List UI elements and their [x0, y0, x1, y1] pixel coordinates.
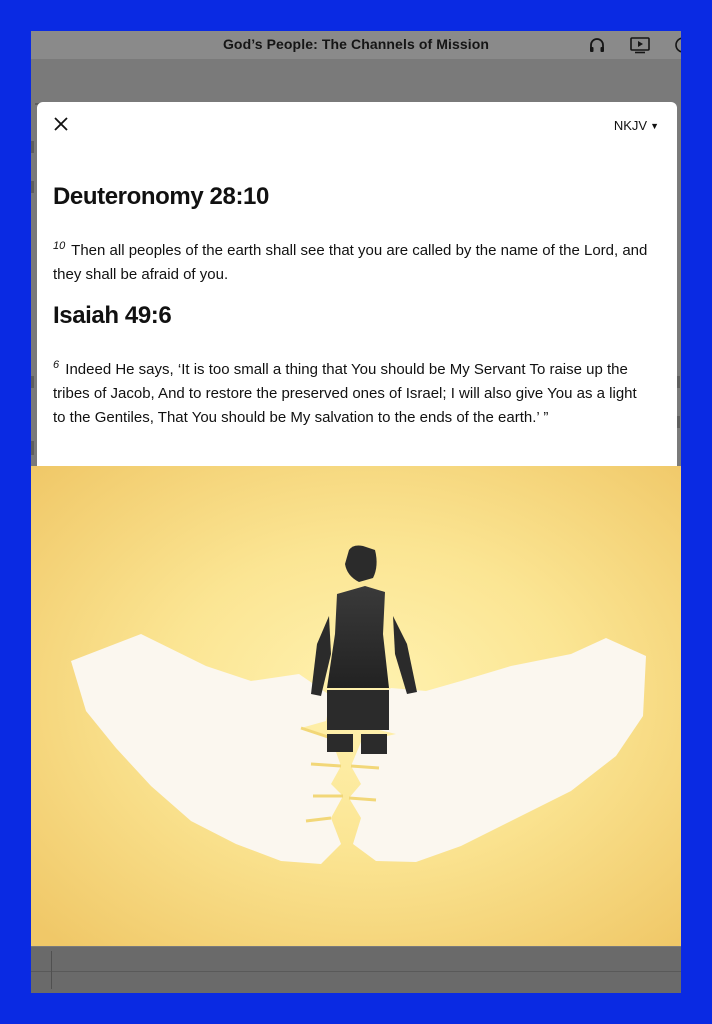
verse-number: 10 — [53, 240, 66, 252]
background-text-line — [31, 441, 34, 455]
passage-verse — [53, 234, 653, 287]
background-text-line — [31, 376, 34, 388]
passage-reference: Deuteronomy 28:10 — [53, 183, 269, 210]
verse-text: Indeed He says, ‘It is too small a thing that You should be My Servant To raise up the tribes of Jacob, And to restore the preserved ones of Israel; I will also give You as a light to the Gentiles, That You should be My salvation to the ends of the earth.’ ” — [53, 361, 637, 426]
scripture-popup — [37, 102, 677, 466]
passage-verse — [53, 353, 653, 430]
background-text-line — [677, 416, 680, 428]
bottom-toolbar — [31, 947, 681, 993]
verse-text: Then all peoples of the earth shall see that you are called by the name of the Lord, and they shall be afraid of you. — [53, 242, 648, 283]
background-text-line — [677, 376, 680, 388]
top-bar — [31, 31, 681, 59]
verse-number: 6 — [53, 359, 60, 371]
close-icon[interactable] — [51, 114, 71, 134]
version-label: NKJV — [613, 118, 648, 133]
background-text-line — [31, 141, 34, 153]
clock-icon[interactable] — [673, 35, 681, 55]
illustration-servant-light — [31, 466, 681, 946]
version-selector[interactable] — [614, 118, 659, 133]
video-play-icon[interactable] — [629, 35, 651, 55]
passage-reference: Isaiah 49:6 — [53, 302, 172, 329]
headphones-icon[interactable] — [587, 35, 607, 55]
background-text-line — [31, 181, 34, 193]
page-title: God’s People: The Channels of Mission — [222, 36, 490, 52]
caret-down-icon: ▼ — [650, 121, 659, 131]
